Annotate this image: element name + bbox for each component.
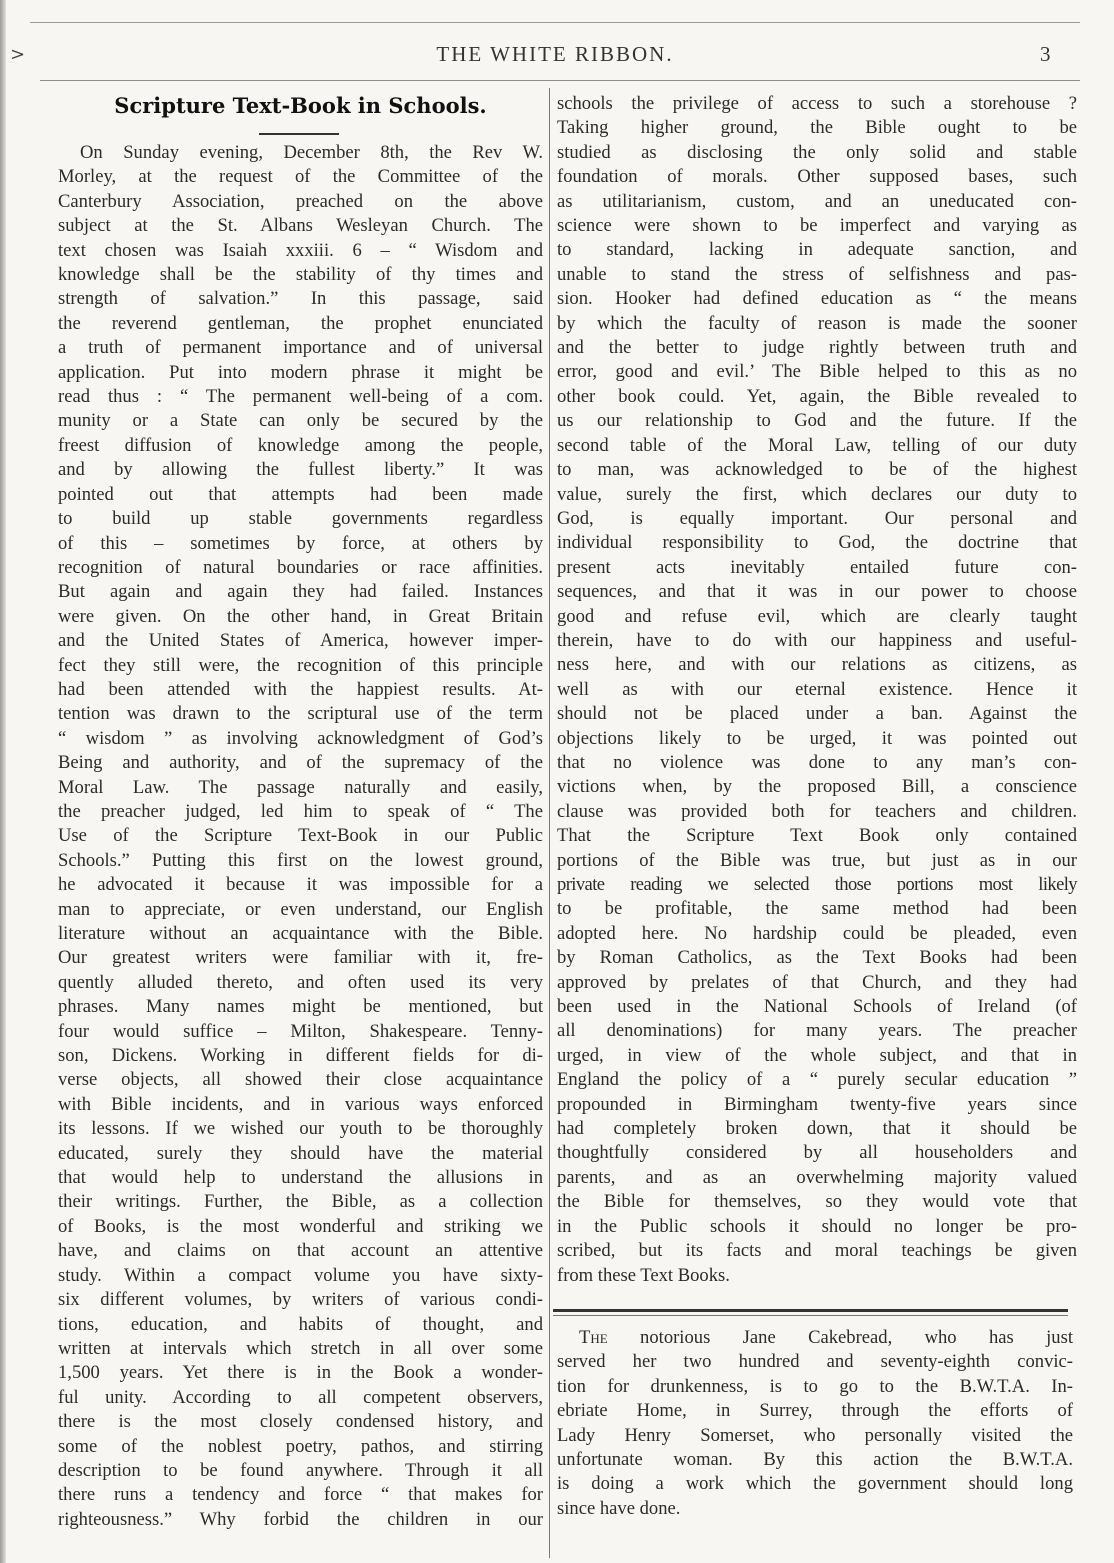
note-lead-word: The [579, 1327, 608, 1348]
text-line: fect they still were, the recognition of this principle [58, 654, 543, 676]
text-line: unable to stand the stress of selfishness and pas- [557, 263, 1077, 285]
text-line: had completely broken down, that it should be [557, 1118, 1077, 1140]
text-line: text chosen was Isaiah xxxiii. 6 – “ Wisdom and [58, 239, 543, 261]
note-line: is doing a work which the government should long [557, 1473, 1073, 1495]
article-title: Scripture Text-Book in Schools. [114, 93, 487, 118]
text-line: had been attended with the happiest results. At- [58, 678, 543, 700]
text-line: phrases. Many names might be mentioned, but [58, 996, 543, 1018]
text-line: from these Text Books. [557, 1264, 730, 1286]
text-line: approved by prelates of that Church, and they had [557, 971, 1077, 993]
text-line: error, good and evil.’ The Bible helped to this as no [557, 361, 1077, 383]
text-line: foundation of morals. Other supposed bases, such [557, 166, 1077, 188]
text-line: studied as disclosing the only solid and stable [557, 141, 1077, 163]
text-line: Morley, at the request of the Committee of the [58, 166, 543, 188]
text-line: subject at the St. Albans Wesleyan Church. The [58, 215, 543, 237]
section-separator [553, 1309, 1068, 1312]
text-line: of Books, is the most wonderful and striking we [58, 1215, 543, 1237]
text-line: educated, surely they should have the material [58, 1142, 543, 1164]
text-line: individual responsibility to God, the doctrine that [557, 532, 1077, 554]
text-line: second table of the Moral Law, telling of our duty [557, 434, 1077, 456]
text-line: in the Public schools it should no longer be pro- [557, 1215, 1077, 1237]
edge-mark: > [10, 44, 26, 65]
text-line: parents, and as an overwhelming majority valued [557, 1166, 1077, 1188]
text-line: and by allowing the fullest liberty.” It was [58, 459, 543, 481]
text-line: verse objects, all showed their close acquaintance [58, 1069, 543, 1091]
page-edge-shadow [0, 0, 6, 1563]
text-line: application. Put into modern phrase it might be [58, 361, 543, 383]
text-line: six different volumes, by writers of various condi- [58, 1289, 543, 1311]
note-line: Lady Henry Somerset, who personally visited the [557, 1424, 1073, 1446]
text-line: recognition of natural boundaries or race affinities. [58, 556, 543, 578]
text-line: the reverend gentleman, the prophet enunciated [58, 312, 543, 334]
header-rule [40, 80, 1080, 81]
text-line: and the United States of America, however imper- [58, 630, 543, 652]
text-line: us our relationship to God and the future. If the [557, 410, 1077, 432]
note-line: notorious Jane Cakebread, who has just [607, 1327, 1073, 1348]
text-line: pointed out that attempts had been made [58, 483, 543, 505]
text-line: victions when, by the proposed Bill, a conscience [557, 776, 1077, 798]
note-line: tion for drunkenness, is to go to the B.W.T.A. In- [557, 1375, 1073, 1397]
text-line: That the Scripture Text Book only contained [557, 825, 1077, 847]
text-line: should not be placed under a ban. Against the [557, 703, 1077, 725]
text-line: ful unity. According to all competent observers, [58, 1386, 543, 1408]
text-line: written at intervals which stretch in all over some [58, 1337, 543, 1359]
text-line: to build up stable governments regardless [58, 508, 543, 530]
text-line: sequences, and that it was in our power to choose [557, 581, 1077, 603]
text-line: objections likely to be urged, it was pointed out [557, 727, 1077, 749]
text-line: On Sunday evening, December 8th, the Rev W. [80, 142, 543, 163]
text-line: four would suffice – Milton, Shakespeare. Tenny- [58, 1020, 543, 1042]
note-line: since have done. [557, 1497, 681, 1519]
page-number: 3 [1040, 42, 1051, 66]
text-line: clause was provided both for teachers and children. [557, 800, 1077, 822]
masthead-title: THE WHITE RIBBON. [436, 42, 674, 66]
text-line: ness here, and with our relations as citizens, as [557, 654, 1077, 676]
text-line: value, surely the first, which declares our duty to [557, 483, 1077, 505]
text-line: righteousness.” Why forbid the children in our [58, 1508, 543, 1530]
text-line: quently alluded thereto, and often used its very [58, 971, 543, 993]
text-line: strength of salvation.” In this passage, said [58, 288, 543, 310]
text-line: tions, education, and habits of thought, and [58, 1313, 543, 1335]
text-line: to standard, lacking in adequate sanction, and [557, 239, 1077, 261]
note-first-line [557, 1326, 1073, 1350]
text-line: read thus : “ The permanent well-being of a com. [58, 386, 543, 408]
top-rule [30, 22, 1080, 23]
text-line: a truth of permanent importance and of universal [58, 337, 543, 359]
text-line: Schools.” Putting this first on the lowest ground, [58, 849, 543, 871]
text-line: he advocated it because it was impossible for a [58, 874, 543, 896]
text-line: freest diffusion of knowledge among the people, [58, 434, 543, 456]
text-line: with Bible incidents, and in various ways enforced [58, 1093, 543, 1115]
text-line: their writings. Further, the Bible, as a collection [58, 1191, 543, 1213]
text-line: urged, in view of the whole subject, and that in [557, 1044, 1077, 1066]
text-line: well as with our eternal existence. Hence it [557, 678, 1077, 700]
text-line: to be profitable, the same method had been [557, 898, 1077, 920]
text-line: that would help to understand the allusions in [58, 1167, 543, 1189]
text-line: scribed, but its facts and moral teachings be given [557, 1240, 1077, 1262]
note-line: served her two hundred and seventy-eighth convic- [557, 1351, 1073, 1373]
text-line: munity or a State can only be secured by the [58, 410, 543, 432]
article-left-column [58, 141, 543, 1532]
text-line: knowledge shall be the stability of thy times and [58, 264, 543, 286]
title-rule [259, 133, 339, 135]
text-line: Canterbury Association, preached on the above [58, 190, 543, 212]
text-line: literature without an acquaintance with the Bible. [58, 923, 543, 944]
text-line: therein, have to do with our happiness and useful- [557, 629, 1077, 651]
text-line: son, Dickens. Working in different fields for di- [58, 1045, 543, 1067]
text-line: there runs a tendency and force “ that makes for [58, 1484, 543, 1506]
text-line: England the policy of a “ purely secular education ” [557, 1069, 1077, 1091]
text-line: tention was drawn to the scriptural use of the term [58, 703, 543, 725]
article-right-column [557, 92, 1077, 1288]
text-line: to man, was acknowledged to be of the highest [557, 459, 1077, 481]
news-note [557, 1326, 1073, 1521]
note-line: ebriate Home, in Surrey, through the efforts of [557, 1400, 1073, 1422]
text-line: of this – sometimes by force, at others by [58, 532, 543, 554]
text-line: schools the privilege of access to such a storehouse ? [557, 93, 1077, 114]
text-line: the Bible for themselves, so they would vote that [557, 1191, 1077, 1213]
text-line: Taking higher ground, the Bible ought to be [557, 117, 1077, 139]
text-line: present acts inevitably entailed future con- [557, 556, 1077, 578]
text-line: by which the faculty of reason is made the sooner [557, 312, 1077, 334]
text-line: and the better to judge rightly between truth and [557, 337, 1077, 359]
column-divider [549, 88, 550, 1558]
text-line: all denominations) for many years. The preacher [557, 1020, 1077, 1042]
text-line: description to be found anywhere. Through it all [58, 1459, 543, 1481]
text-line: private reading we selected those portions most likely [557, 874, 1077, 895]
text-line: science were shown to be imperfect and varying as [557, 215, 1077, 237]
text-line: been used in the National Schools of Ireland (of [557, 996, 1077, 1018]
text-line: 1,500 years. Yet there is in the Book a wonder- [58, 1362, 543, 1384]
text-line: by Roman Catholics, as the Text Books had been [557, 947, 1077, 969]
note-line: unfortunate woman. By this action the B.W.T.A. [557, 1449, 1073, 1471]
text-line: Being and authority, and of the supremacy of the [58, 752, 543, 774]
text-line: good and refuse evil, which are clearly taught [557, 605, 1077, 627]
text-line: have, and claims on that account an attentive [58, 1240, 543, 1262]
text-line: the preacher judged, led him to speak of “ The [58, 800, 543, 822]
text-line: thoughtfully considered by all householders and [557, 1142, 1077, 1164]
text-line: propounded in Birmingham twenty-five years since [557, 1093, 1077, 1115]
text-line: sion. Hooker had defined education as “ the means [557, 288, 1077, 310]
text-line: Our greatest writers were familiar with it, fre- [58, 947, 543, 969]
text-line: man to appreciate, or even understand, our English [58, 898, 543, 920]
text-line: God, is equally important. Our personal and [557, 507, 1077, 529]
text-line: were given. On the other hand, in Great Britain [58, 605, 543, 627]
text-line: some of the noblest poetry, pathos, and stirring [58, 1435, 543, 1457]
text-line: study. Within a compact volume you have sixty- [58, 1264, 543, 1286]
text-line: as utilitarianism, custom, and an uneducated con- [557, 190, 1077, 212]
text-line: Use of the Scripture Text-Book in our Public [58, 825, 543, 847]
text-line: “ wisdom ” as involving acknowledgment of God’s [58, 727, 543, 749]
section-separator-thin [553, 1315, 1068, 1316]
text-line: other book could. Yet, again, the Bible revealed to [557, 385, 1077, 407]
text-line: But again and again they had failed. Instances [58, 581, 543, 603]
text-line: adopted here. No hardship could be pleaded, even [557, 922, 1077, 944]
text-line: portions of the Bible was true, but just as in our [557, 849, 1077, 871]
text-line: its lessons. If we wished our youth to be thoroughly [58, 1118, 543, 1140]
text-line: there is the most closely condensed history, and [58, 1411, 543, 1433]
text-line: Moral Law. The passage naturally and easily, [58, 776, 543, 798]
text-line: that no violence was done to any man’s con- [557, 751, 1077, 773]
